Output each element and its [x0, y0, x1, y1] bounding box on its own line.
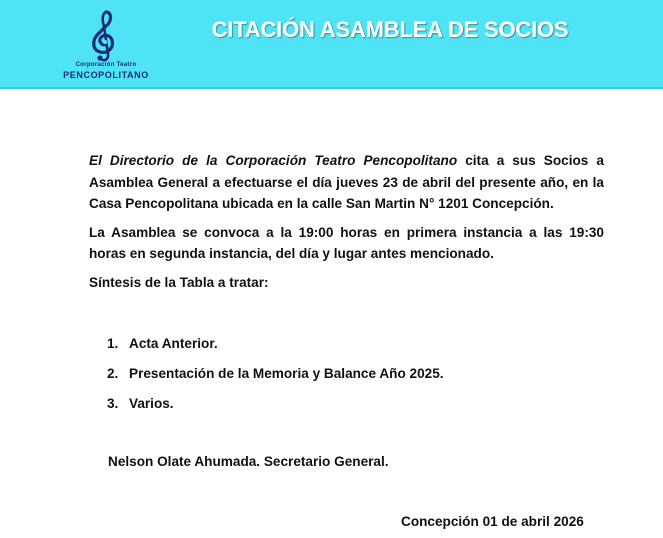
agenda-item-number: 2. — [107, 366, 119, 381]
agenda-item-text: Presentación de la Memoria y Balance Año 2025. — [129, 366, 444, 381]
agenda-item — [107, 363, 604, 385]
paragraph-invitation — [89, 150, 604, 215]
treble-clef-icon — [84, 8, 124, 62]
logo-subtitle: Corporación Teatro — [75, 62, 137, 68]
invitation-text: cita a sus Socios a Asamblea General a efectuarse el día jueves 23 de abril del presente año, en la Casa Pencopolitana ubicada en la calle San Martin N° 1201 Concepción. — [89, 153, 604, 211]
agenda-item-text: Varios. — [129, 396, 174, 411]
page-title: CITACIÓN ASAMBLEA DE SOCIOS — [211, 17, 569, 42]
logo-name: PENCOPOLITANO — [63, 70, 149, 80]
theatre-logo — [56, 8, 156, 80]
agenda-item-number: 3. — [107, 396, 119, 411]
agenda-item-number: 1. — [107, 336, 119, 351]
directorio-phrase: El Directorio de la Corporación Teatro Pencopolitano — [89, 153, 458, 168]
agenda-item — [107, 333, 604, 355]
agenda-list — [89, 333, 604, 415]
document-body — [89, 150, 604, 423]
document-date: Concepción 01 de abril 2026 — [401, 514, 584, 529]
header-banner — [0, 0, 663, 89]
signature: Nelson Olate Ahumada. Secretario General. — [108, 454, 389, 469]
agenda-item-text: Acta Anterior. — [129, 336, 218, 351]
agenda-heading: Síntesis de la Tabla a tratar: — [89, 274, 269, 290]
paragraph-schedule: La Asamblea se convoca a la 19:00 horas en primera instancia a las 19:30 horas en segunda instancia, del día y lugar antes mencionado. — [89, 224, 604, 261]
agenda-item — [107, 393, 604, 415]
